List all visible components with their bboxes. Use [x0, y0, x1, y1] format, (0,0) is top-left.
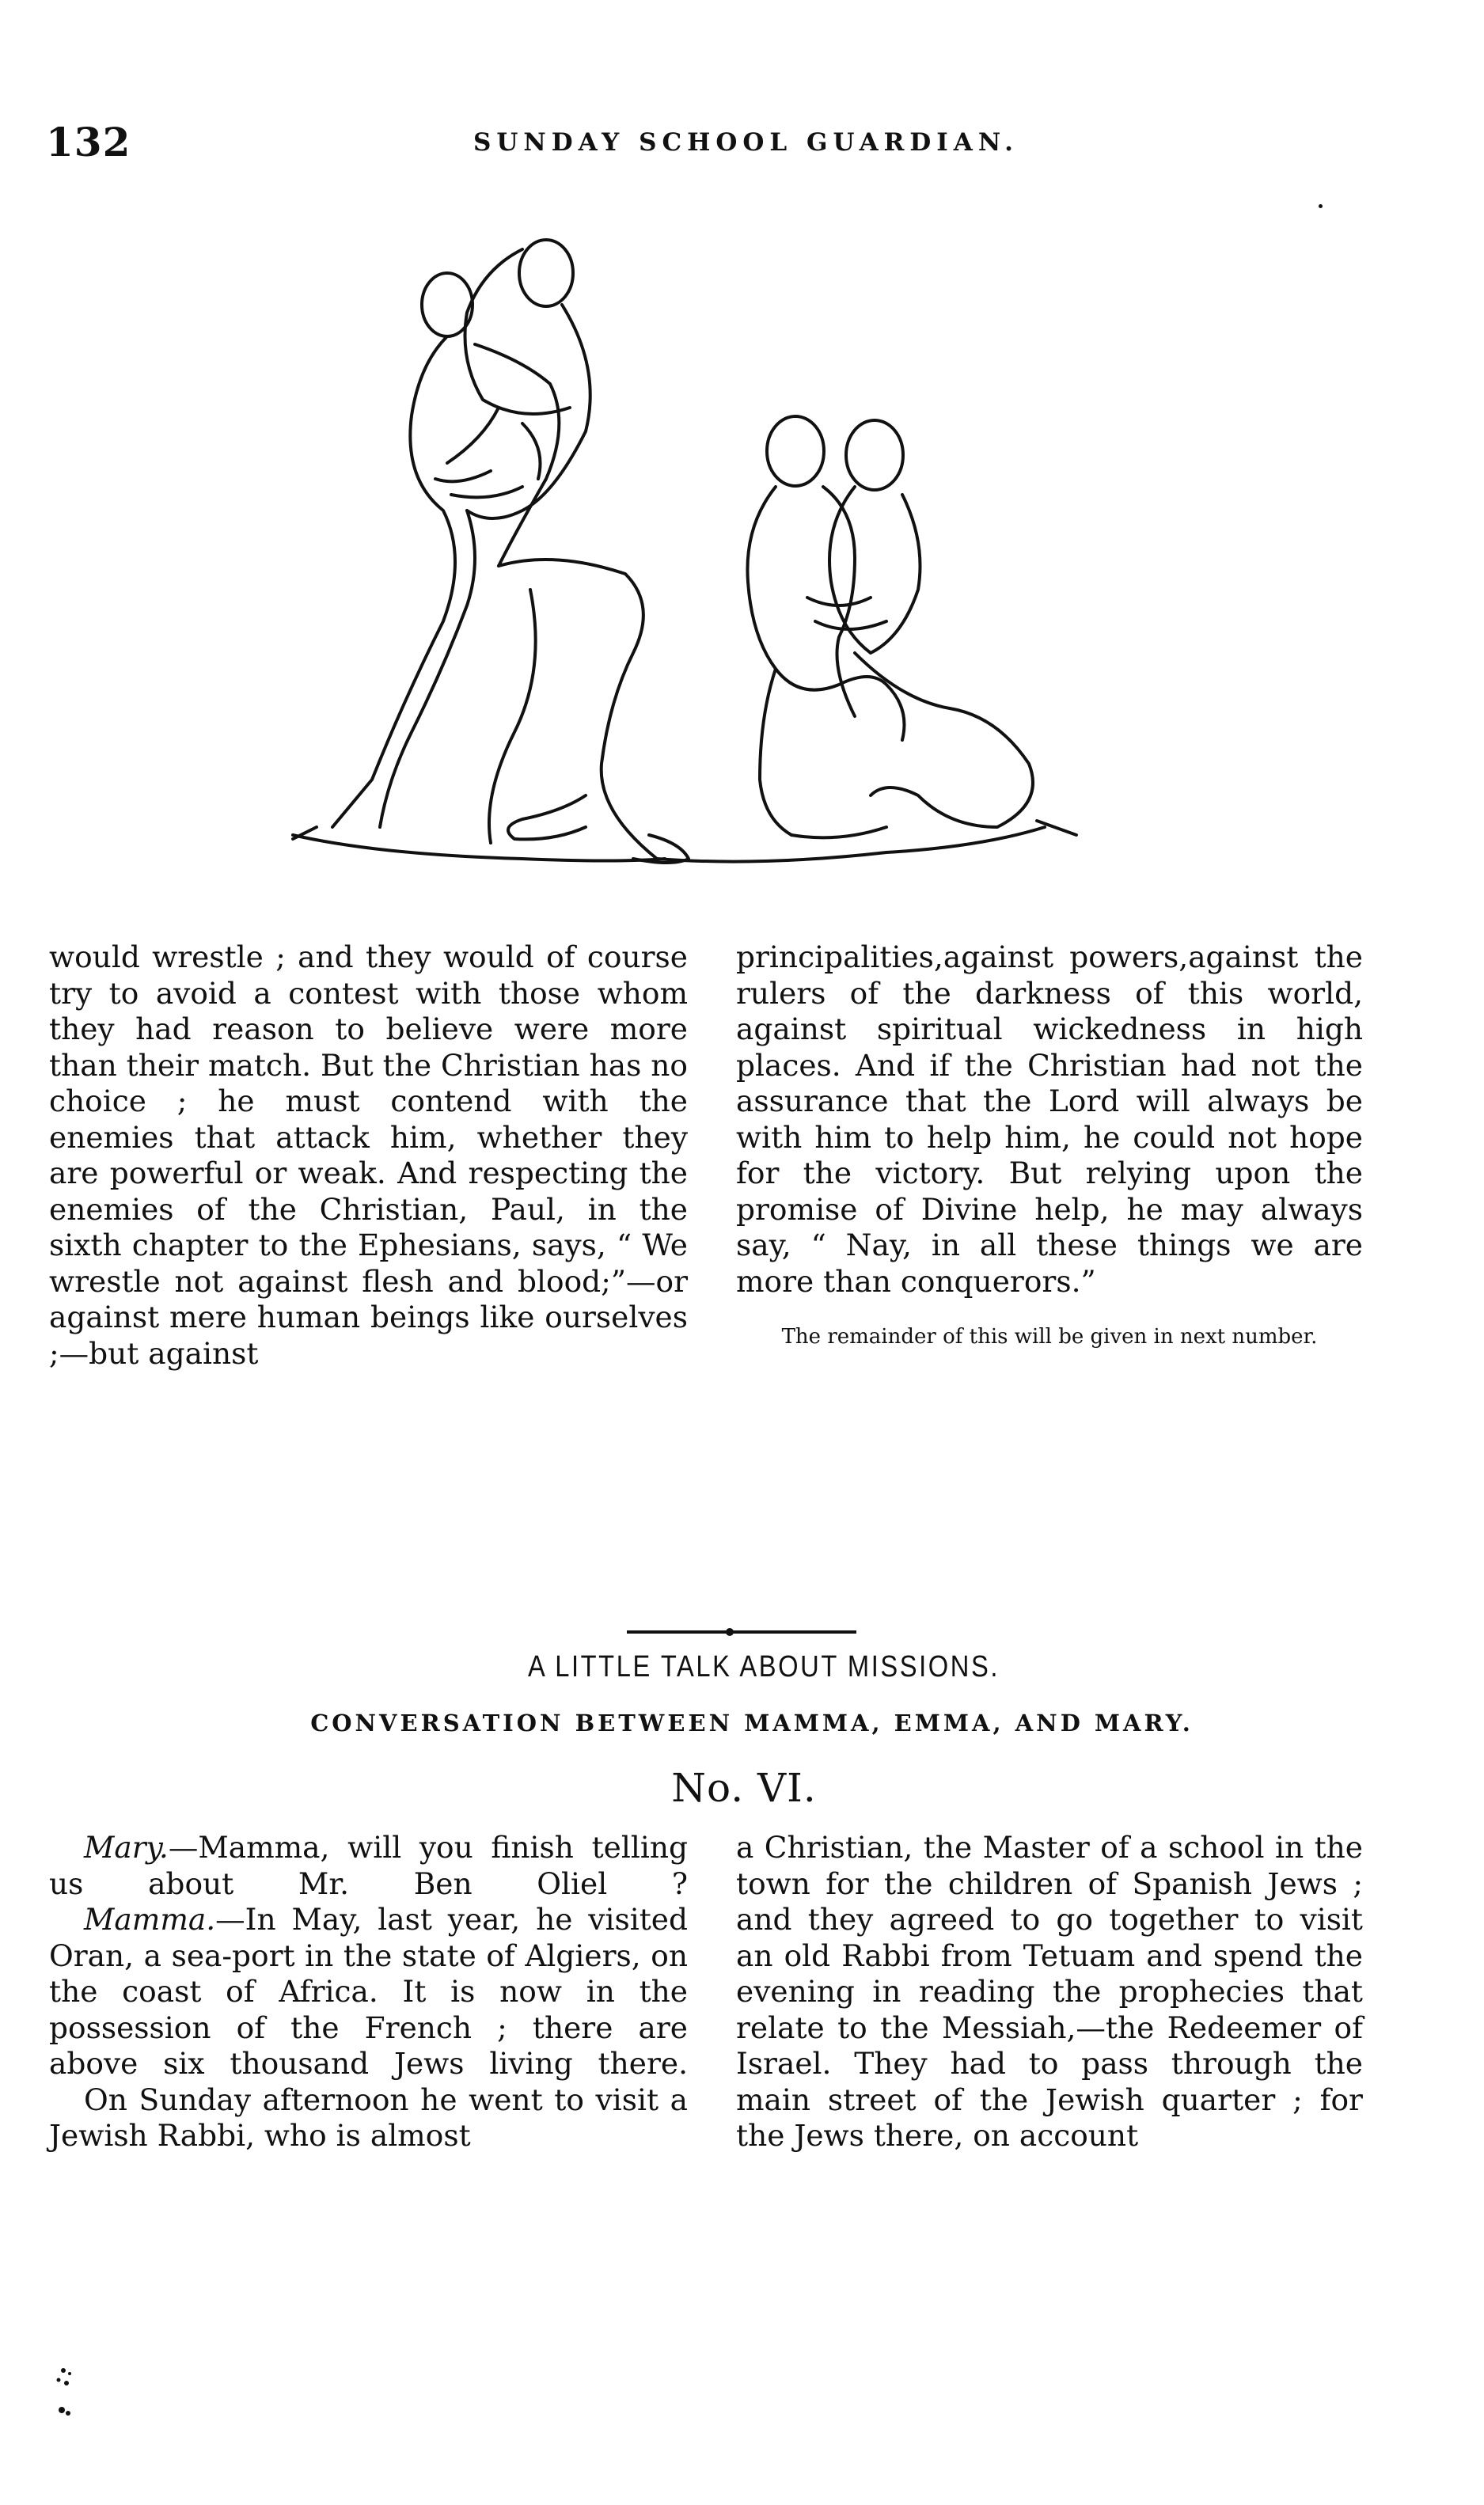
paragraph: principalities,against powers,against the rulers of the darkness of this world, against spiritual wickedness in high places. And if the Christian had not the assurance that the Lord will always be with him to help him, he could not hope for the victory. But relying upon the promise of Divine help, he may always say, “ Nay, in all these things we are more than conquerors.” — [736, 939, 1363, 1299]
speaker-name: Mary. — [84, 1830, 169, 1865]
engraving-illustration — [285, 226, 1108, 938]
installment-number: No. VI. — [671, 1765, 817, 1811]
article-subtitle: CONVERSATION BETWEEN MAMMA, EMMA, AND MARY. — [310, 1710, 1194, 1736]
dialogue-paragraph — [49, 2082, 688, 2154]
dialogue-paragraph — [49, 1830, 688, 1902]
dialogue-text: —Mamma, will you finish telling us about Mr. Ben Oliel ? — [49, 1830, 688, 1901]
article-right-column — [736, 1830, 1363, 2154]
dialogue-text: —In May, last year, he visited Oran, a sea-port in the state of Algiers, on the coast of Africa. It is now in the possession of the French ; there are above six thousand Jews living there. — [49, 1902, 688, 2081]
dialogue-text: On Sunday afternoon he went to visit a Jewish Rabbi, who is almost — [49, 2082, 688, 2153]
paragraph: a Christian, the Master of a school in the town for the children of Spanish Jews ; and they agreed to go together to visit an old Rabbi from Tetuam and spend the evening in reading the prophecies that relate to the Messiah,—the Redeemer of Israel. They had to pass through the main street of the Jewish quarter ; for the Jews there, on account — [736, 1830, 1363, 2153]
paragraph: would wrestle ; and they would of course try to avoid a contest with those whom they had reason to believe were more than their match. But the Christian has no choice ; he must contend with the enemies that attack him, whether they are powerful or weak. And respecting the enemies of the Christian, Paul, in the sixth chapter to the Ephesians, says, “ We wrestle not against flesh and blood;”—or against mere human beings like ourselves ;—but against — [49, 939, 688, 1371]
dialogue-paragraph — [49, 1902, 688, 2082]
stray-dot — [1319, 204, 1323, 208]
running-head — [46, 119, 1344, 174]
speaker-name: Mamma. — [84, 1902, 216, 1937]
journal-title: SUNDAY SCHOOL GUARDIAN. — [473, 128, 1019, 157]
article-title: A LITTLE TALK ABOUT MISSIONS. — [527, 1650, 1000, 1683]
article-continuation-right-column — [736, 939, 1363, 1350]
continuation-note: The remainder of this will be given in next number. — [781, 1325, 1318, 1349]
ink-specks — [47, 2363, 87, 2434]
page-number: 132 — [46, 119, 131, 165]
article-left-column — [49, 1830, 688, 2154]
article-continuation-left-column — [49, 939, 688, 1372]
section-divider — [627, 1624, 856, 1640]
